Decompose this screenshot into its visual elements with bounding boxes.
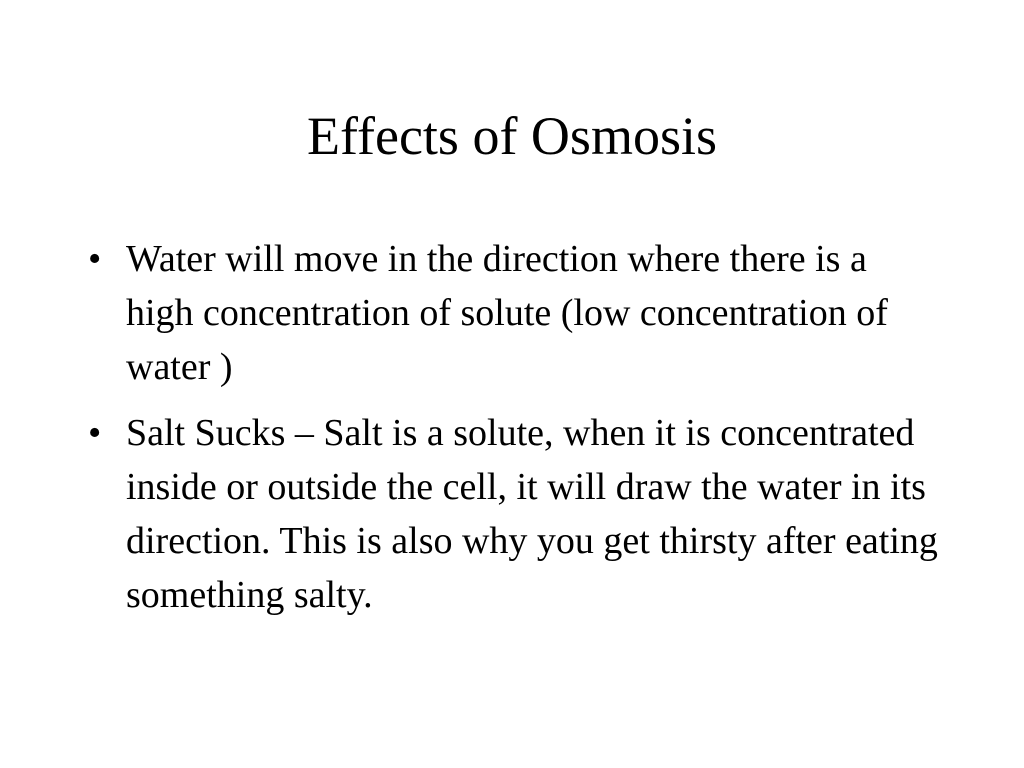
bullet-icon: • bbox=[88, 412, 102, 454]
bullet-item-salt bbox=[88, 406, 938, 622]
bullet-icon: • bbox=[88, 238, 102, 280]
bullet-text: Salt Sucks – Salt is a solute, when it is concentrated inside or outside the cell, it will draw the water in its direction. This is also why you get thirsty after eating something salty. bbox=[126, 412, 938, 616]
bullet-list bbox=[88, 232, 938, 634]
bullet-item-water bbox=[88, 232, 938, 394]
slide-title: Effects of Osmosis bbox=[307, 106, 717, 166]
bullet-text: Water will move in the direction where there is a high concentration of solute (low concentration of water ) bbox=[126, 238, 888, 388]
